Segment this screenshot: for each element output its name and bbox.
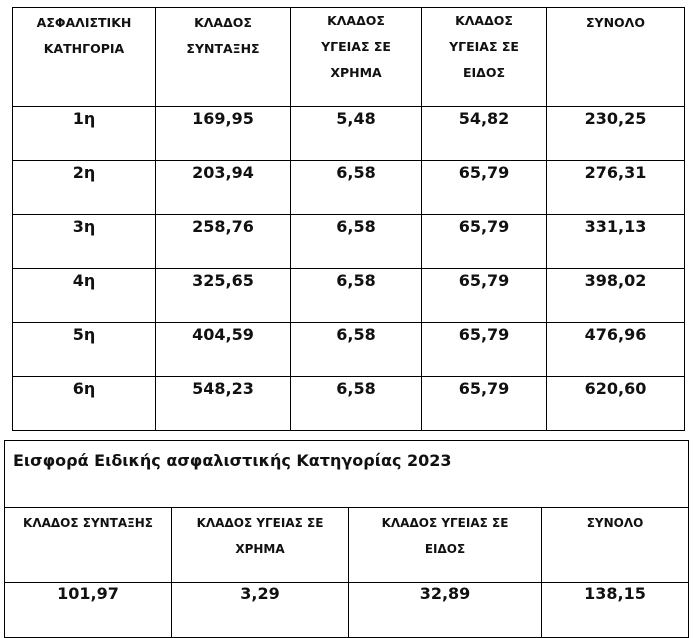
table-row — [13, 161, 685, 215]
cell-pension: 404,59 — [156, 323, 291, 377]
header-pension: ΚΛΑΔΟΣ ΣΥΝΤΑΞΗΣ — [156, 8, 291, 107]
caption-row — [5, 441, 689, 508]
cell-health-kind: 65,79 — [422, 269, 547, 323]
cell-total: 331,13 — [547, 215, 685, 269]
cell-health-kind: 65,79 — [422, 215, 547, 269]
header-health-kind: ΚΛΑΔΟΣ ΥΓΕΙΑΣ ΣΕ ΕΙΔΟΣ — [349, 508, 542, 583]
cell-pension: 325,65 — [156, 269, 291, 323]
cell-health-cash: 3,29 — [172, 583, 349, 638]
table-row — [5, 583, 689, 638]
cell-category: 6η — [13, 377, 156, 431]
special-category-table — [4, 440, 689, 638]
table-row — [13, 323, 685, 377]
cell-pension: 258,76 — [156, 215, 291, 269]
cell-category: 3η — [13, 215, 156, 269]
cell-health-cash: 6,58 — [291, 269, 422, 323]
cell-health-kind: 54,82 — [422, 107, 547, 161]
cell-health-kind: 65,79 — [422, 161, 547, 215]
cell-pension: 169,95 — [156, 107, 291, 161]
table-row — [13, 269, 685, 323]
table-header-row — [13, 8, 685, 107]
cell-total: 476,96 — [547, 323, 685, 377]
cell-health-cash: 6,58 — [291, 161, 422, 215]
cell-pension: 203,94 — [156, 161, 291, 215]
cell-total: 398,02 — [547, 269, 685, 323]
cell-health-cash: 6,58 — [291, 323, 422, 377]
header-health-cash: ΚΛΑΔΟΣ ΥΓΕΙΑΣ ΣΕ ΧΡΗΜΑ — [291, 8, 422, 107]
header-health-cash: ΚΛΑΔΟΣ ΥΓΕΙΑΣ ΣΕ ΧΡΗΜΑ — [172, 508, 349, 583]
cell-total: 276,31 — [547, 161, 685, 215]
cell-pension: 548,23 — [156, 377, 291, 431]
cell-health-kind: 32,89 — [349, 583, 542, 638]
cell-category: 1η — [13, 107, 156, 161]
table-header-row — [5, 508, 689, 583]
header-total: ΣΥΝΟΛΟ — [547, 8, 685, 107]
cell-health-cash: 6,58 — [291, 377, 422, 431]
table-row — [13, 215, 685, 269]
table-caption: Εισφορά Ειδικής ασφαλιστικής Κατηγορίας 2023 — [5, 441, 689, 508]
table-row — [13, 107, 685, 161]
header-pension: ΚΛΑΔΟΣ ΣΥΝΤΑΞΗΣ — [5, 508, 172, 583]
header-health-kind: ΚΛΑΔΟΣ ΥΓΕΙΑΣ ΣΕ ΕΙΔΟΣ — [422, 8, 547, 107]
cell-total: 138,15 — [542, 583, 689, 638]
header-category: ΑΣΦΑΛΙΣΤΙΚΗ ΚΑΤΗΓΟΡΙΑ — [13, 8, 156, 107]
cell-category: 4η — [13, 269, 156, 323]
table-row — [13, 377, 685, 431]
cell-total: 230,25 — [547, 107, 685, 161]
header-total: ΣΥΝΟΛΟ — [542, 508, 689, 583]
cell-category: 2η — [13, 161, 156, 215]
cell-health-cash: 5,48 — [291, 107, 422, 161]
cell-health-kind: 65,79 — [422, 377, 547, 431]
cell-category: 5η — [13, 323, 156, 377]
cell-health-kind: 65,79 — [422, 323, 547, 377]
contribution-categories-table — [12, 7, 685, 431]
cell-health-cash: 6,58 — [291, 215, 422, 269]
cell-total: 620,60 — [547, 377, 685, 431]
cell-pension: 101,97 — [5, 583, 172, 638]
